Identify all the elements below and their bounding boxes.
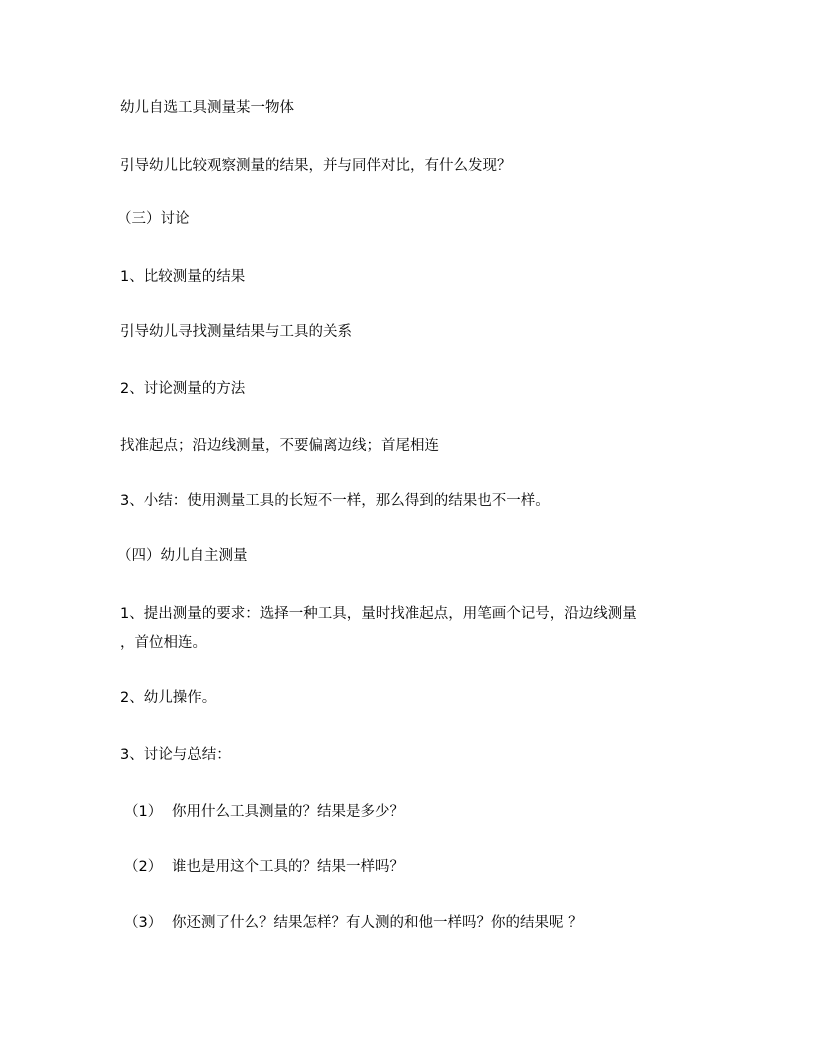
question-text: 谁也是用这个工具的？结果一样吗？	[172, 859, 404, 875]
question-number: （2）	[124, 859, 163, 875]
question-number: （1）	[124, 804, 163, 820]
paragraph-1: 幼儿自选工具测量某一物体	[120, 100, 294, 116]
question-text: 你用什么工具测量的？结果是多少？	[172, 804, 404, 820]
paragraph-12: 3、讨论与总结：	[120, 747, 231, 763]
paragraph-11: 2、幼儿操作。	[120, 690, 217, 706]
question-item-3	[124, 913, 583, 933]
paragraph-6: 2、讨论测量的方法	[120, 381, 246, 397]
paragraph-8: 3、小结：使用测量工具的长短不一样，那么得到的结果也不一样。	[120, 493, 550, 509]
paragraph-10: 1、提出测量的要求：选择一种工具，量时找准起点，用笔画个记号，沿边线测量	[120, 606, 637, 622]
question-item-2	[124, 857, 404, 877]
paragraph-5: 引导幼儿寻找测量结果与工具的关系	[120, 324, 352, 340]
section-heading-3: （三）讨论	[117, 211, 190, 227]
question-text: 你还测了什么？结果怎样？有人测的和他一样吗？你的结果呢 ？	[172, 915, 583, 931]
section-heading-4: （四）幼儿自主测量	[117, 548, 248, 564]
paragraph-4: 1、比较测量的结果	[120, 269, 246, 285]
question-item-1	[124, 802, 404, 822]
paragraph-7: 找准起点；沿边线测量，不要偏离边线；首尾相连	[120, 438, 439, 454]
question-number: （3）	[124, 915, 163, 931]
paragraph-2: 引导幼儿比较观察测量的结果，并与同伴对比，有什么发现？	[120, 158, 512, 174]
paragraph-10-continued: ，首位相连。	[120, 635, 207, 651]
